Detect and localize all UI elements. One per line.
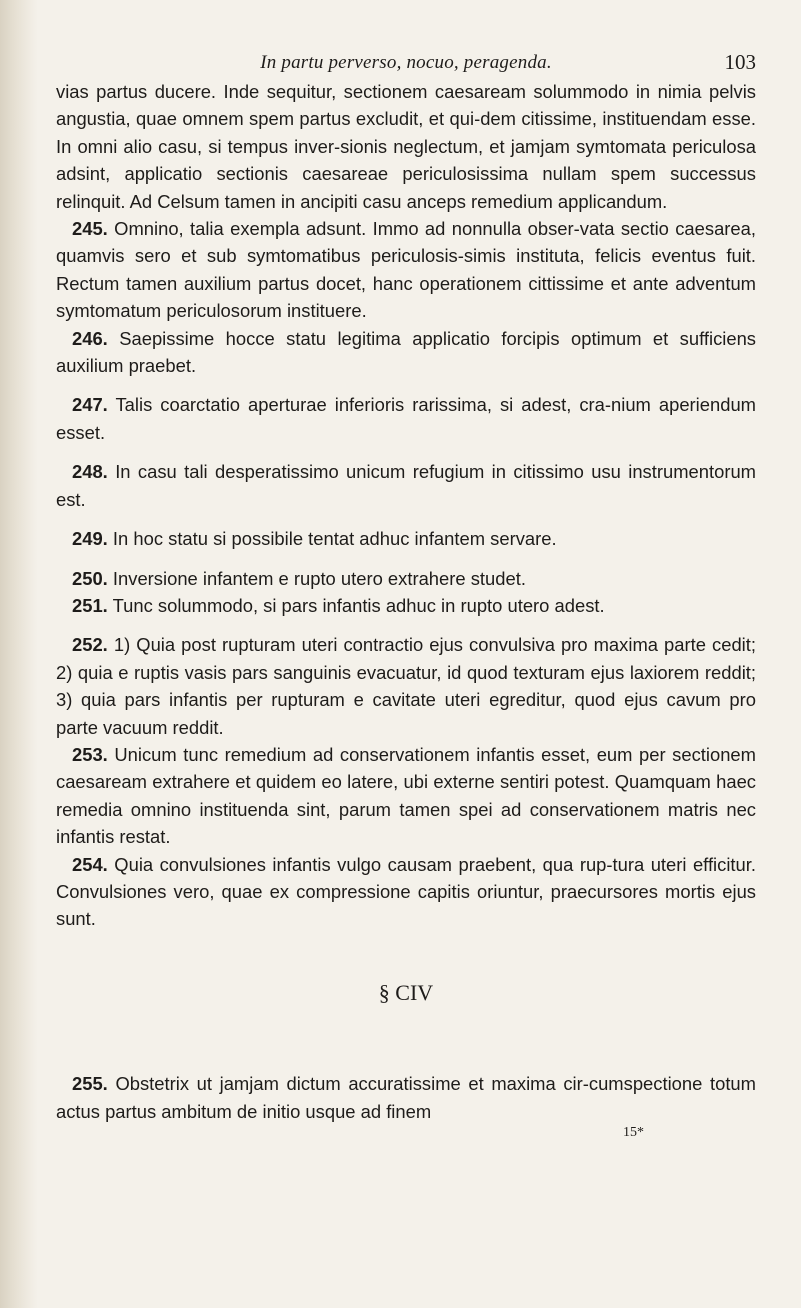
paragraph-251 <box>56 592 756 619</box>
paragraph-250 <box>56 565 756 592</box>
paragraph-text: Tunc solummodo, si pars infantis adhuc in rupto utero adest. <box>112 594 605 616</box>
paragraph-text: Saepissime hocce statu legitima applicatio forcipis optimum et sufficiens auxilium praebet. <box>56 327 756 377</box>
section-heading: § CIV <box>378 979 434 1005</box>
paragraph-text: 1) Quia post rupturam uteri contractio ejus convulsiva pro maxima parte cedit; 2) quia e ruptis vasis pars sanguinis evacuatur, id quod texturam ejus laxiorem reddit; 3) quia pars infantis per rupturam e cavitate uteri egreditur, quod ejus cavum pro parte vacuum reddit. <box>56 634 756 738</box>
paragraph-number: 253. <box>72 743 108 765</box>
paragraph-247 <box>56 391 756 446</box>
paragraph-text: Quia convulsiones infantis vulgo causam praebent, qua rup-tura uteri efficitur. Convulsiones vero, quae ex compressione capitis oriuntur, praecursores mortis ejus sunt. <box>56 853 756 930</box>
paragraph-253 <box>56 741 756 851</box>
page-number: 103 <box>724 50 756 74</box>
paragraph-254 <box>56 851 756 933</box>
paragraph-text: Omnino, talia exempla adsunt. Immo ad nonnulla obser-vata sectio caesarea, quamvis sero et sub symtomatibus periculosis-simis instituta, felicis eventus fuit. Rectum tamen auxilium partus docet, hanc operationem cittissime et ante adventum symtomatum periculosorum instituere. <box>56 218 756 322</box>
paragraph-246 <box>56 325 756 380</box>
paragraph-number: 245. <box>72 218 108 240</box>
paragraph-number: 247. <box>72 394 108 416</box>
body-text <box>56 78 756 1141</box>
paragraph-number: 255. <box>72 1073 108 1095</box>
paragraph-text: Talis coarctatio aperturae inferioris rarissima, si adest, cra-nium aperiendum esset. <box>56 394 757 443</box>
paragraph-number: 254. <box>72 853 108 875</box>
paragraph-text: Unicum tunc remedium ad conservationem infantis esset, eum per sectionem caesaream extrahere et quidem eo latere, ubi externe sentiri potest. Quamquam haec remedia omnino instituenda sint, parum tamen spei ad conservationem matris nec infantis restat. <box>56 743 756 848</box>
book-page <box>56 44 756 1141</box>
paragraph-249 <box>56 525 756 552</box>
paragraph-text: In casu tali desperatissimo unicum refugium in citissimo usu instrumentorum est. <box>56 461 756 510</box>
signature-mark: 15* <box>623 1125 644 1140</box>
paragraph-245 <box>56 215 756 325</box>
paragraph-continuation <box>56 78 756 215</box>
page-header <box>56 44 756 78</box>
paragraph-number: 250. <box>72 567 108 589</box>
paragraph-number: 249. <box>72 528 108 550</box>
paragraph-text: Obstetrix ut jamjam dictum accuratissime et maxima cir-cumspectione totum actus partus ambitum de initio usque ad finem <box>56 1073 756 1122</box>
paragraph-number: 251. <box>72 594 108 616</box>
paragraph-number: 246. <box>72 327 108 349</box>
paragraph-text: Inversione infantem e rupto utero extrahere studet. <box>112 567 526 589</box>
paragraph-text: In hoc statu si possibile tentat adhuc infantem servare. <box>112 528 557 550</box>
paragraph-252 <box>56 631 756 741</box>
paragraph-248 <box>56 458 756 513</box>
paragraph-255 <box>56 1070 756 1125</box>
paragraph-text: vias partus ducere. Inde sequitur, sectionem caesaream solummodo in nimia pelvis angustia, quae omnem spem partus excludit, et qui-dem citissime, instituendam esse. In omni alio casu, si tempus inver-sionis neglectum, et jamjam symtomata periculosa adsint, applicatio sectionis caesareae periculosissima nullam spem successus relinquit. Ad Celsum tamen in ancipiti casu anceps remedium applicandum. <box>56 81 756 212</box>
paragraph-number: 248. <box>72 461 108 483</box>
running-title: In partu perverso, nocuo, peragenda. <box>260 52 552 73</box>
paragraph-number: 252. <box>72 634 108 656</box>
page-spine-shadow <box>0 0 38 1308</box>
